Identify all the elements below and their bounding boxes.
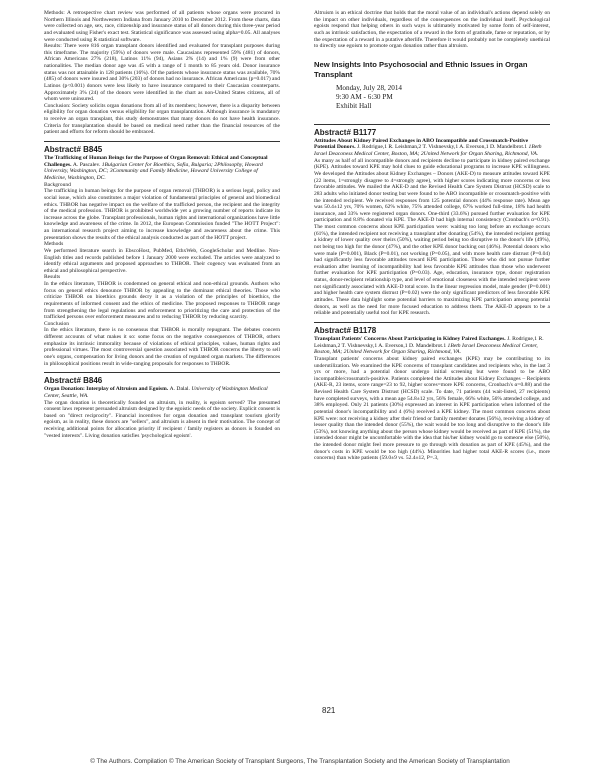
section-heading: Methods (44, 241, 64, 248)
copyright-footer: © The Authors. Compilation © The American Society of Transplant Surgeons, The Transplantation Society and the American Society of Transplantation (90, 758, 510, 765)
abstract-title-text: The Trafficking of Human Beings for the Purpose of Organ Removal: Ethical and Conceptual Challenges. (44, 154, 268, 168)
session-time: 9:30 AM - 6:30 PM (336, 92, 393, 101)
spacer (314, 111, 550, 119)
section-heading: Background (44, 181, 71, 188)
body-paragraph: In the ethics literature, there is no consensus that THBOR is morally repugnant. The debates concern different accounts of what makes it so: some focus on the negative consequences of THBOR, others emphasize its intrinsic immorality because of violations of ethical principles, values, human rights and professional virtues. The most controversial question associated with THBOR concerns the liberty to sell one's organs, compensation for living donors and the creation of regulated organ markets. The differences in philosophical positions result in wide-ranging proposals for responses to THBOR. (44, 327, 280, 367)
abstract-affiliation: 1Beth Israel Deaconess Medical Center, Boston, MA; 2United Network for Organ Sharing, Richmond, VA. (314, 342, 538, 356)
divider (44, 372, 280, 373)
body-paragraph: Altruism is an ethical doctrine that holds that the moral value of an individual's actions depend solely on the impact on other individuals, regardless of the consequences on the individual itself. Psychological egoists respond that helping others in such ways is ultimately motivated by some form of self-interest, such as intrinsic satisfaction, the expectation of a reward in the form of gratitude, fame or reputation, or by the expectation of a reward in a putative afterlife. Therefore it would probably not be completely unethical to directly use egoism to promote organ donation rather than altruism. (314, 10, 550, 50)
right-column (314, 10, 550, 462)
divider (314, 124, 550, 125)
section-heading: Conclusion (44, 320, 70, 327)
body-paragraph: As many as half of all incompatible donors and recipients decline to participate in kidney paired exchange (KPE). Attitudes toward KPE may hold clues to guide educational programs to increase KPE willingness. We developed the Attitudes about Kidney Exchanges – Donors (AKE-D) to measure attitudes toward KPE (22 items, 1=strongly disagree to 4=strongly agree), with higher scores indicating more concerns or less favorable attitudes. We mailed the AKE-D and the Revised Health Care System Distrust (HCSD) scale to 283 adults who initiated donor testing but were found to be ABO incompatible or crossmatch-positive with the intended recipient. We received responses from 125 potential donors (44% response rate). Mean age was 50.4±12 yrs, 70% women, 62% white, 75% attended college, 67% worked full-time, 18% had health insurance, and 33% were registered organ donors. One-third (33.6%) pursued further evaluation for KPE participation and 8.8% donated via KPE. The AKE-D had high internal consistency (Cronbach's α=0.91). The most common concerns about KPE participation were: waiting too long before an exchange occurs (61%), the intended recipient not receiving a transplant after donating (54%), the intended recipient getting a kidney of lower quality over theirs (50%), waiting period being too disruptive to the donor's life (49%), not being too high for the donor (47%), and the other KPE donor backing out (46%). Potential donors who were male (P=0.001), Black (P=0.01), not working (P=0.05), and with more health care distrust (P=0.04) had significantly less favorable attitudes toward KPE participation. Those who did not pursue further evaluation after learning of incompatibility had less favorable KPE attitudes than those who underwent further evaluation for KPE participation (P=0.03). Age, education, insurance type, donor registration status, donor-recipient relationship type, and level of emotional closeness with the intended recipient were not significantly associated with AKE-D total score. In the linear regression model, male gender (P=0.001) and higher health care system distrust (P=0.02) were the only significant predictors of less favorable KPE attitudes. These data highlight some potential barriers to maximizing KPE participation among potential donors, as well as the need for more focused education to address them. The AKE-D appears to be a reliable and potentially useful tool for KPE research. (314, 157, 550, 317)
abstract-authors: A. Dalal. (169, 386, 190, 393)
session-location: Exhibit Hall (336, 101, 372, 110)
abstract-id: Abstract# B1177 (314, 127, 377, 137)
body-paragraph: The trafficking in human beings for the purpose of organ removal (THBOR) is a serious legal, policy and social issue, which also constitutes a major violation of fundamental principles of general and biomedical ethics. THBOR has negative impact on the welfare of the trafficked person, the recipient and the integrity of the medical profession. THBOR is prohibited worldwide yet a growing number of reports indicate its increase across the globe. Transplant professionals, human rights and international organizations have little knowledge and awareness of the crime. In 2012, the European Commission funded "The HOTT Project": an international research project aiming to increase knowledge and awareness about the crime. This presentation shows the results of the ethical analysis conducted as part of the HOTT project. (44, 188, 280, 241)
abstract-authors: J. Rodrigue,1 R. Leishman,2 T. Vishnevsky,1 A. Everson,1 D. Mandelbrot.1 (314, 335, 544, 349)
divider (314, 322, 550, 323)
abstract-title (44, 155, 280, 182)
abstract-affiliation: 1Beth Israel Deaconess Medical Center, Boston, MA; 2United Network for Organ Sharing, Richmond, VA. (314, 144, 542, 158)
abstract-title-text: Organ Donation: Interplay of Altruism and Egoism. (44, 386, 169, 393)
divider (44, 141, 280, 142)
abstract-authors: A. Pascalev. (72, 161, 101, 168)
abstract-title (44, 386, 280, 399)
abstract-id: Abstract# B845 (44, 144, 103, 154)
page-number: 821 (322, 706, 336, 715)
section-heading: Results (44, 274, 61, 281)
abstract-affiliation: University of Washington Medical Center, Seattle, WA. (44, 386, 268, 399)
body-paragraph: Results: There were 816 organ transplant donors identified and evaluated for transplant purposes during this timeframe. The majority (59%) of donors were male. Caucasians represented 59% (481) of donors, African Americans 27% (218), Latinos 11% (94), Asians 2% (14) and 1% (9) were from other nationalities. The median donor age was 45 with a range of 1 month to 85 years old. Donor insurance status was not attainable in 128 patients (16%). Of the patients whose insurance status was available, 70% (485) of donors were insured and 30% (203) of donors had no insurance. African Americans (p=0.017) and Latinos (p<0.001) donors were less likely to have insurance compared to their Caucasian counterparts. Approximately 3% (24) of the donors were identified in the chart as non-United States citizens, all of whom were uninsured. (44, 43, 280, 103)
abstract-authors: J. Rodrigue,1 R. Leishman,2 T. Vishnevsky,1 A. Everson,1 D. Mandelbrot.1 (357, 144, 528, 151)
abstract-title (314, 336, 550, 356)
session-title: New Insights Into Psychosocial and Ethnic Issues in Organ Transplant (314, 59, 528, 79)
abstract-title-text: Attitudes About Kidney Paired Exchanges in ABO Incompatible and Crossmatch-Positive Potential Donors. (314, 137, 529, 151)
abstract-id: Abstract# B846 (44, 376, 103, 386)
body-paragraph: The organ donation is theoretically founded on altruism, in reality, is egoism served? The presumed consent laws represent persuaded altruism designed by the egoistic needs of the society. Explicit consent is based on "direct reciprocity". Financial incentives for organ donation and transplant tourism glorify egoism, as in reality, these donors are "sellers", and altruism is absent in their motivation. The concept of receiving additional points for allocation priority if recipient / family registers as donors is founded on "vested interests". Living donation satisfies 'psychological egoism'. (44, 399, 280, 439)
abstract-affiliation: 1Bulgarian Center for Bioethics, Sofia, Bulgaria; 2Philosophy, Howard University, Washington, DC; 3Community and Family Medicine, Howard University College of Medicine, Washington, DC. (44, 161, 263, 181)
body-paragraph: We performed literature search in EbscoHost, PubMed, EthxWeb, GoogleScholar and Medline. Non-English titles and records published before 1 January 2000 were excluded. The articles were analyzed to identify ethical arguments and proposed approaches to THBOR. Their cogency was evaluated from an ethical and philosophical perspective. (44, 247, 280, 274)
body-paragraph: Conclusion: Society solicits organ donations from all of its members; however, there is a disparity between eligibility for organ donation versus eligibility for organ transplantation. Although insurance is mandatory to receive an organ transplant, this study demonstrates that many donors do not have health insurance. Criteria for transplantation should be based on medical need rather than the financial resources of the patient and efforts for reform should be embraced. (44, 102, 280, 136)
body-paragraph: Transplant patients' concerns about kidney paired exchanges (KPE) may be contributing to its underutilization. We examined the KPE concerns of transplant candidates and recipients who, in the last 3 yrs or more, had a potential donor undergo initial screening but were found to be ABO incompatible/crossmatch-positive. Patients completed the Attitudes about Kidney Exchanges – Recipients (AKE-R, 23 items, score range=23 to 92, higher scores=more KPE concerns, Cronbach's α=0.88) and the Revised Health Care System Distrust (HCSD) scale. To date, 71 patients (44 wait-listed, 27 recipients) have completed surveys, with a mean age 54.8±12 yrs, 56% female, 66% white, 56% attended college, and 38% employed. Only 21 patients (30%) expressed an interest in KPE participation when informed of the potential donor's incompatibility and 4 (6%) received a KPE kidney. The most common concerns about KPE were: not receiving a kidney after their friend or family member donates (56%), receiving a kidney of lesser quality than the intended donor (55%), the wait would be too long and disruptive to the donor's life (53%), not knowing anything about the person whose kidney would be received as part of KPE (51%), the intended donor might be uncomfortable with the idea that his/her kidney would go to someone else (50%), the intended donor might feel more pressure to go through with donation as part of KPE (45%), and the donor's costs in KPE would be too high (44%). Minorities had higher total AKE-R scores (i.e., more concerns) than white patients (59.0±9 vs. 52.4±12, P=.3, (314, 355, 550, 462)
session-date: Monday, July 28, 2014 (336, 83, 403, 92)
left-column (44, 10, 280, 439)
abstract-id: Abstract# B1178 (314, 325, 377, 335)
body-paragraph: Methods: A retrospective chart review was performed of all patients whose organs were procured in Northern Illinois and Northwestern Indiana from January 2010 to December 2012. From these charts, data were collected on age, sex, race, citizenship and insurance status of all donors during this three-year period and evaluated using Fisher's exact test. Statistical significance was assessed using alpha=0.05. All analyses were conducted using R statistical software. (44, 10, 280, 43)
abstract-title (314, 138, 550, 158)
abstract-title-text: Transplant Patients' Concerns About Participating in Kidney Paired Exchanges. (314, 335, 506, 342)
body-paragraph: In the ethics literature, THBOR is condemned on general ethical and non-ethical grounds. Authors who focus on general ethics denounce THBOR by appealing to the dominant ethical theories. Those who criticize THBOR on bioethics grounds decry it as a violation of the principles of bioethics, the requirements of informed consent and the ethics of medicine. The proposed responses to THBOR range from strengthening the legal regulations and enforcement to prioritizing the care and protection of the trafficked persons over enforcement measures and to reducing THBOR by reducing scarcity. (44, 281, 280, 321)
